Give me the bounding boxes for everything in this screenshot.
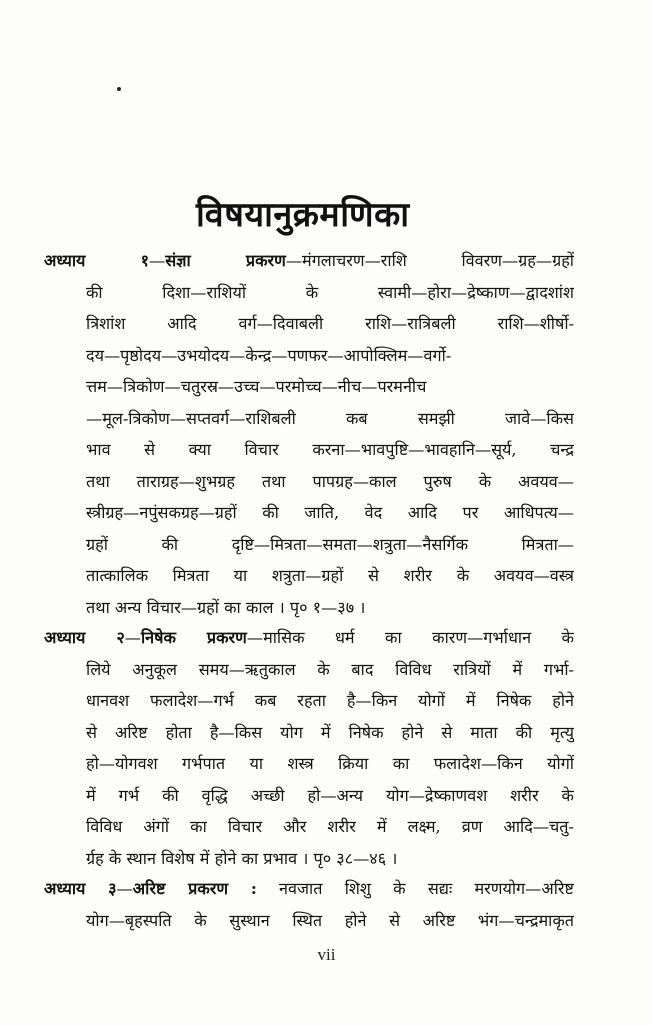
chapter-1-entry bbox=[44, 245, 574, 623]
chapter-text-line: की दिशा—राशियों के स्वामी—होरा—द्रेष्काण—द्वादशांश bbox=[86, 282, 574, 302]
page-number: vii bbox=[317, 945, 336, 964]
chapter-first-line-text: —मासिक धर्म का कारण—गर्भाधान के bbox=[246, 628, 574, 647]
chapter-text-line: धानवश फलादेश—गर्भ कब रहता है—किन योगों में निषेक होने bbox=[86, 691, 574, 710]
chapter-text-line: तथा ताराग्रह—शुभग्रह तथा पापग्रह—काल पुरुष के अवयव— bbox=[86, 471, 574, 491]
chapter-label: अध्याय १ bbox=[44, 251, 149, 270]
chapter-text-line: भाव से क्या विचार करना—भावपुष्टि—भावहानि—सूर्य, चन्द्र bbox=[86, 440, 574, 459]
chapter-text-line: तात्कालिक मित्रता या शत्रुता—ग्रहों से शरीर के अवयव—वस्त्र bbox=[86, 566, 574, 585]
chapter-first-line-text: —मंगलाचरण—राशि विवरण—ग्रह—ग्रहों bbox=[285, 251, 574, 270]
chapter-text-line: स्त्रीग्रह—नपुंसकग्रह—ग्रहों की जाति, वेद आदि पर आधिपत्य— bbox=[86, 503, 574, 522]
chapter-text-line: योग—बृहस्पति के सुस्थान स्थित होने से अरिष्ट भंग—चन्द्रमाकृत bbox=[86, 910, 574, 930]
chapter-first-line: अध्याय २—निषेक प्रकरण—मासिक धर्म का कारण—गर्भाधान के bbox=[44, 628, 574, 647]
chapter-text-line: र्ग्रह के स्थान विशेष में होने का प्रभाव । पृ० ३८—४६ । bbox=[86, 848, 398, 868]
chapter-text-line: हो—योगवश गर्भपात या शस्त्र क्रिया का फलादेश—किन योगों bbox=[86, 754, 574, 773]
chapter-label: अध्याय ३ bbox=[44, 879, 117, 898]
chapter-first-line: अध्याय ३—अरिष्ट प्रकरण : नवजात शिशु के सद्यः मरणयोग—अरिष्ट bbox=[44, 879, 574, 898]
chapter-first-line: अध्याय १—संज्ञा प्रकरण—मंगलाचरण—राशि विवरण—ग्रह—ग्रहों bbox=[44, 251, 574, 270]
chapter-text-line: से अरिष्ट होता है—किस योग में निषेक होने से माता की मृत्यु bbox=[86, 722, 574, 742]
chapter-text-line: —मूल-त्रिकोण—सप्तवर्ग—राशिबली कब समझी जावे—किस bbox=[86, 408, 574, 428]
chapter-text-line: तथा अन्य विचार—ग्रहों का काल । पृ० १—३७ । bbox=[86, 597, 366, 617]
chapter-heading: निषेक प्रकरण bbox=[140, 628, 247, 647]
chapter-text-line: में गर्भ की वृद्धि अच्छी हो—अन्य योग—द्रेष्काणवश शरीर के bbox=[86, 785, 574, 805]
chapter-text-line: विविध अंगों का विचार और शरीर में लक्ष्म, व्रण आदि—चतु- bbox=[86, 817, 574, 836]
chapter-text-line: ग्रहों की दृष्टि—मित्रता—समता—शत्रुता—नैसर्गिक मित्रता— bbox=[86, 534, 574, 554]
chapter-text-line: त्रिशांश आदि वर्ग—दिवाबली राशि—रात्रिबली राशि—शीर्षो- bbox=[86, 314, 574, 333]
chapter-text-line: त्तम—त्रिकोण—चतुरस्र—उच्च—परमोच्च—नीच—परमनीच bbox=[86, 377, 427, 396]
chapter-first-line-text: नवजात शिशु के सद्यः मरणयोग—अरिष्ट bbox=[256, 879, 574, 898]
chapter-3-entry bbox=[44, 873, 574, 936]
chapter-heading: अरिष्ट प्रकरण : bbox=[132, 879, 257, 898]
ink-speck bbox=[117, 87, 121, 91]
chapter-2-entry bbox=[44, 622, 574, 874]
page-title: विषयानुक्रमणिका bbox=[196, 195, 410, 235]
chapter-heading: संज्ञा प्रकरण bbox=[165, 251, 286, 270]
chapter-label: अध्याय २ bbox=[44, 628, 125, 647]
chapter-text-line: लिये अनुकूल समय—ऋतुकाल के बाद विविध रात्रियों में गर्भा- bbox=[86, 659, 574, 679]
chapter-text-line: दय—पृष्ठोदय—उभयोदय—केन्द्र—पणफर—आपोक्लिम—वर्गो- bbox=[86, 345, 452, 365]
